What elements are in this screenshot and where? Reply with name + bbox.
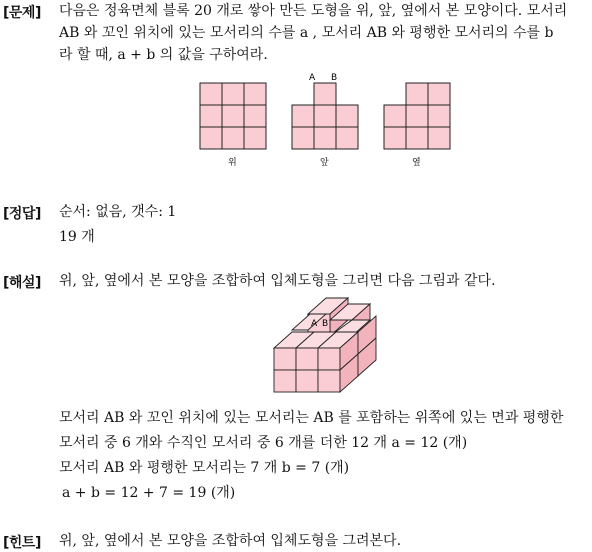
explanation-line-4: 모서리 AB 와 평행한 모서리는 7 개 b = 7 (개) [59, 460, 350, 476]
point-b-label: B [331, 73, 338, 83]
three-views-figure [190, 70, 460, 170]
side-view-grid [384, 83, 450, 149]
solid-point-a: A [311, 319, 318, 329]
explanation-line-5: a + b = 12 + 7 = 19 (개) [62, 485, 236, 501]
answer-tag: [정답] [3, 206, 41, 222]
side-view-label: 옆 [412, 158, 421, 168]
answer-line-1: 순서: 없음, 갯수: 1 [59, 204, 177, 220]
front-view-label: 앞 [320, 158, 329, 168]
solid-figure [268, 292, 383, 404]
problem-line-2: AB 와 꼬인 위치에 있는 모서리의 수를 a , 모서리 AB 와 평행한 모서리의 수를 b [59, 25, 554, 41]
problem-tag: [문제] [3, 5, 41, 21]
explanation-line-1: 위, 앞, 옆에서 본 모양을 조합하여 입체도형을 그리면 다음 그림과 같다. [59, 273, 496, 289]
explanation-line-2: 모서리 AB 와 꼬인 위치에 있는 모서리는 AB 를 포함하는 위쪽에 있는 면과 평행한 [59, 410, 564, 426]
explanation-tag: [해설] [3, 275, 41, 291]
answer-line-2: 19 개 [59, 229, 95, 245]
hint-line-1: 위, 앞, 옆에서 본 모양을 조합하여 입체도형을 그려본다. [59, 533, 402, 549]
top-view-label: 위 [228, 158, 237, 168]
hint-tag: [힌트] [3, 535, 41, 551]
problem-line-1: 다음은 정육면체 블록 20 개로 쌓아 만든 도형을 위, 앞, 옆에서 본 모양이다. 모서리 [59, 3, 568, 19]
front-view-grid [292, 83, 358, 149]
solid-point-b: B [322, 319, 329, 329]
point-a-label: A [309, 73, 316, 83]
problem-line-3: 라 할 때, a + b 의 값을 구하여라. [59, 47, 268, 63]
explanation-line-3: 모서리 중 6 개와 수직인 모서리 중 6 개를 더한 12 개 a = 12 (개) [59, 435, 468, 451]
top-view-grid [200, 83, 266, 149]
